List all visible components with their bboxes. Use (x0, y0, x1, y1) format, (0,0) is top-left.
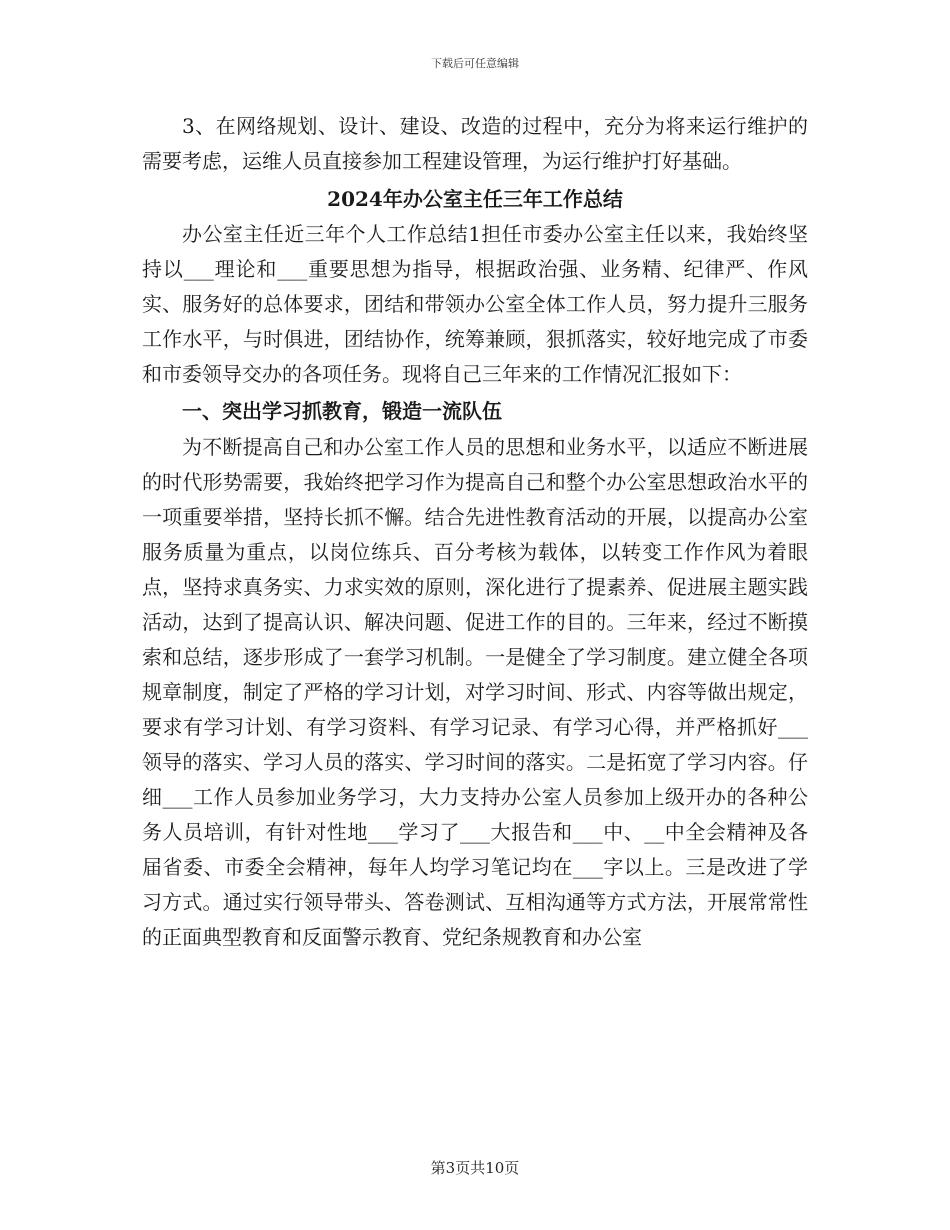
document-body (142, 109, 808, 955)
intro-paragraph: 3、在网络规划、设计、建设、改造的过程中，充分为将来运行维护的需要考虑，运维人员直接参加工程建设管理，为运行维护打好基础。 (142, 114, 808, 173)
body-paragraph: 为不断提高自己和办公室工作人员的思想和业务水平，以适应不断进展的时代形势需要，我始终把学习作为提高自己和整个办公室思想政治水平的一项重要举措，坚持长抓不懈。结合先进性教育活动的开展，以提高办公室服务质量为重点，以岗位练兵、百分考核为载体，以转变工作作风为着眼点，坚持求真务实、力求实效的原则，深化进行了提素养、促进展主题实践活动，达到了提高认识、解决问题、促进工作的目的。三年来，经过不断摸索和总结，逐步形成了一套学习机制。一是健全了学习制度。建立健全各项规章制度，制定了严格的学习计划，对学习时间、形式、内容等做出规定，要求有学习计划、有学习资料、有学习记录、有学习心得，并严格抓好___领导的落实、学习人员的落实、学习时间的落实。二是拓宽了学习内容。仔细___工作人员参加业务学习，大力支持办公室人员参加上级开办的各种公务人员培训，有针对性地___学习了___大报告和___中、__中全会精神及各届省委、市委全会精神，每年人均学习笔记均在___字以上。三是改进了学习方式。通过实行领导带头、答卷测试、互相沟通等方式方法，开展常常性的正面典型教育和反面警示教育、党纪条规教育和办公室 (142, 435, 808, 949)
body-paragraph: 办公室主任近三年个人工作总结1担任市委办公室主任以来，我始终坚持以___理论和___重要思想为指导，根据政治强、业务精、纪律严、作风实、服务好的总体要求，团结和带领办公室全体工作人员，努力提升三服务工作水平，与时俱进，团结协作，统筹兼顾，狠抓落实，较好地完成了市委和市委领导交办的各项任务。现将自己三年来的工作情况汇报如下： (142, 222, 808, 386)
section-heading: 一、突出学习抓教育，锻造一流队伍 (182, 399, 502, 423)
page-number: 第3页共10页 (430, 1159, 520, 1177)
document-title: 2024年办公室主任三年工作总结 (327, 187, 623, 211)
page-header: 下载后可任意编辑 (431, 57, 519, 70)
